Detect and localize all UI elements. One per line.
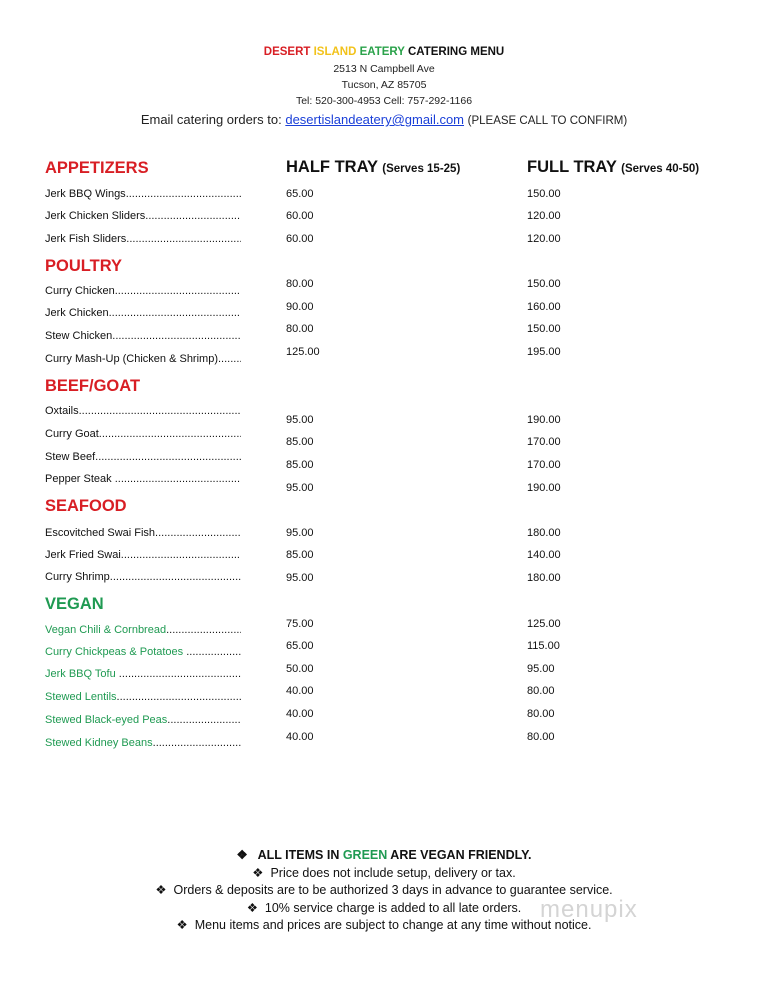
section-vegan: VEGAN	[45, 595, 104, 613]
menu-item: Jerk Fried Swai .....	[45, 549, 241, 561]
full-tray-header	[527, 158, 699, 177]
full-price: 80.00	[527, 685, 555, 697]
email-link[interactable]: desertislandeatery@gmail.com	[285, 112, 465, 127]
email-line	[0, 112, 768, 127]
half-price: 90.00	[286, 301, 314, 313]
full-price: 150.00	[527, 188, 561, 200]
menu-item: Curry Chicken .....	[45, 285, 241, 297]
full-price: 150.00	[527, 323, 561, 335]
full-price: 120.00	[527, 210, 561, 222]
half-price: 85.00	[286, 459, 314, 471]
menu-item: Jerk BBQ Tofu .....	[45, 668, 241, 680]
title-eatery: EATERY	[359, 46, 408, 58]
section-seafood: SEAFOOD	[45, 497, 127, 515]
note-line: ❖ Price does not include setup, delivery or tax.	[252, 865, 516, 880]
diamond-bullet-icon: ❖	[236, 848, 248, 862]
half-price: 125.00	[286, 346, 320, 358]
full-price: 120.00	[527, 233, 561, 245]
full-tray-serves: (Serves 40-50)	[621, 163, 700, 175]
notes-list	[0, 847, 768, 935]
menu-item: Jerk Chicken Sliders .....	[45, 210, 241, 222]
city: Tucson, AZ 85705	[341, 79, 427, 91]
half-price: 85.00	[286, 549, 314, 561]
full-tray-label: FULL TRAY	[527, 158, 617, 176]
full-price: 95.00	[527, 663, 555, 675]
half-price: 60.00	[286, 233, 314, 245]
note-vegan: ❖ ALL ITEMS IN GREEN ARE VEGAN FRIENDLY.	[236, 848, 532, 862]
half-price: 80.00	[286, 323, 314, 335]
menu-item: Stew Chicken .....	[45, 330, 241, 342]
menu-item: Curry Shrimp .....	[45, 571, 241, 583]
half-price: 65.00	[286, 640, 314, 652]
half-price: 60.00	[286, 210, 314, 222]
menu-item: Curry Chickpeas & Potatoes .....	[45, 646, 241, 658]
half-price: 95.00	[286, 482, 314, 494]
email-prefix: Email catering orders to:	[140, 112, 282, 127]
half-price: 65.00	[286, 188, 314, 200]
half-price: 75.00	[286, 618, 314, 630]
diamond-bullet-icon: ❖	[246, 900, 258, 915]
menu-item: Jerk BBQ Wings .....	[45, 188, 241, 200]
note-line: ❖ Menu items and prices are subject to change at any time without notice.	[176, 918, 592, 932]
diamond-bullet-icon: ❖	[155, 883, 167, 897]
menu-item: Stewed Kidney Beans .....	[45, 737, 241, 749]
note-line: ❖ 10% service charge is added to all late orders.	[246, 900, 522, 915]
half-price: 50.00	[286, 663, 314, 675]
menu-item: Stew Beef .....	[45, 451, 241, 463]
half-price: 80.00	[286, 278, 314, 290]
half-price: 40.00	[286, 731, 314, 743]
half-price: 95.00	[286, 527, 314, 539]
watermark: menupix	[540, 896, 638, 923]
menu-item: Jerk Chicken .....	[45, 307, 241, 319]
menu-item: Jerk Fish Sliders .....	[45, 233, 241, 245]
full-price: 190.00	[527, 482, 561, 494]
phones: Tel: 520-300-4953 Cell: 757-292-1166	[295, 95, 473, 107]
menu-item: Curry Mash-Up (Chicken & Shrimp) .....	[45, 353, 241, 365]
section-appetizers: APPETIZERS	[45, 159, 149, 177]
half-price: 95.00	[286, 572, 314, 584]
address: 2513 N Campbell Ave	[333, 63, 435, 75]
title-island: ISLAND	[313, 46, 360, 58]
menu-item: Stewed Lentils .....	[45, 691, 241, 703]
title-desert: DESERT	[263, 46, 314, 58]
full-price: 80.00	[527, 708, 555, 720]
full-price: 170.00	[527, 436, 561, 448]
full-price: 190.00	[527, 414, 561, 426]
full-price: 125.00	[527, 618, 561, 630]
full-price: 170.00	[527, 459, 561, 471]
full-price: 195.00	[527, 346, 561, 358]
half-price: 85.00	[286, 436, 314, 448]
email-note: (PLEASE CALL TO CONFIRM)	[467, 115, 628, 127]
menu-item: Escovitched Swai Fish .....	[45, 527, 241, 539]
full-price: 140.00	[527, 549, 561, 561]
menu-item: Pepper Steak .....	[45, 473, 241, 485]
menu-item: Vegan Chili & Cornbread .....	[45, 624, 241, 636]
full-price: 180.00	[527, 527, 561, 539]
section-poultry: POULTRY	[45, 257, 122, 275]
diamond-bullet-icon: ❖	[176, 918, 188, 932]
half-price: 40.00	[286, 685, 314, 697]
half-tray-serves: (Serves 15-25)	[382, 163, 461, 175]
title-catering-menu: CATERING MENU	[407, 46, 505, 58]
menu-item: Oxtails .....	[45, 405, 241, 417]
menu-title	[0, 46, 768, 58]
menu-item: Curry Goat .....	[45, 428, 241, 440]
full-price: 180.00	[527, 572, 561, 584]
full-price: 150.00	[527, 278, 561, 290]
section-beef-goat: BEEF/GOAT	[45, 377, 141, 395]
half-tray-label: HALF TRAY	[286, 158, 378, 176]
half-price: 40.00	[286, 708, 314, 720]
note-line: ❖ Orders & deposits are to be authorized 3 days in advance to guarantee service.	[155, 883, 613, 897]
full-price: 160.00	[527, 301, 561, 313]
half-price: 95.00	[286, 414, 314, 426]
full-price: 80.00	[527, 731, 555, 743]
diamond-bullet-icon: ❖	[252, 865, 264, 880]
full-price: 115.00	[527, 640, 560, 652]
menu-item: Stewed Black-eyed Peas .....	[45, 714, 241, 726]
half-tray-header	[286, 158, 460, 177]
